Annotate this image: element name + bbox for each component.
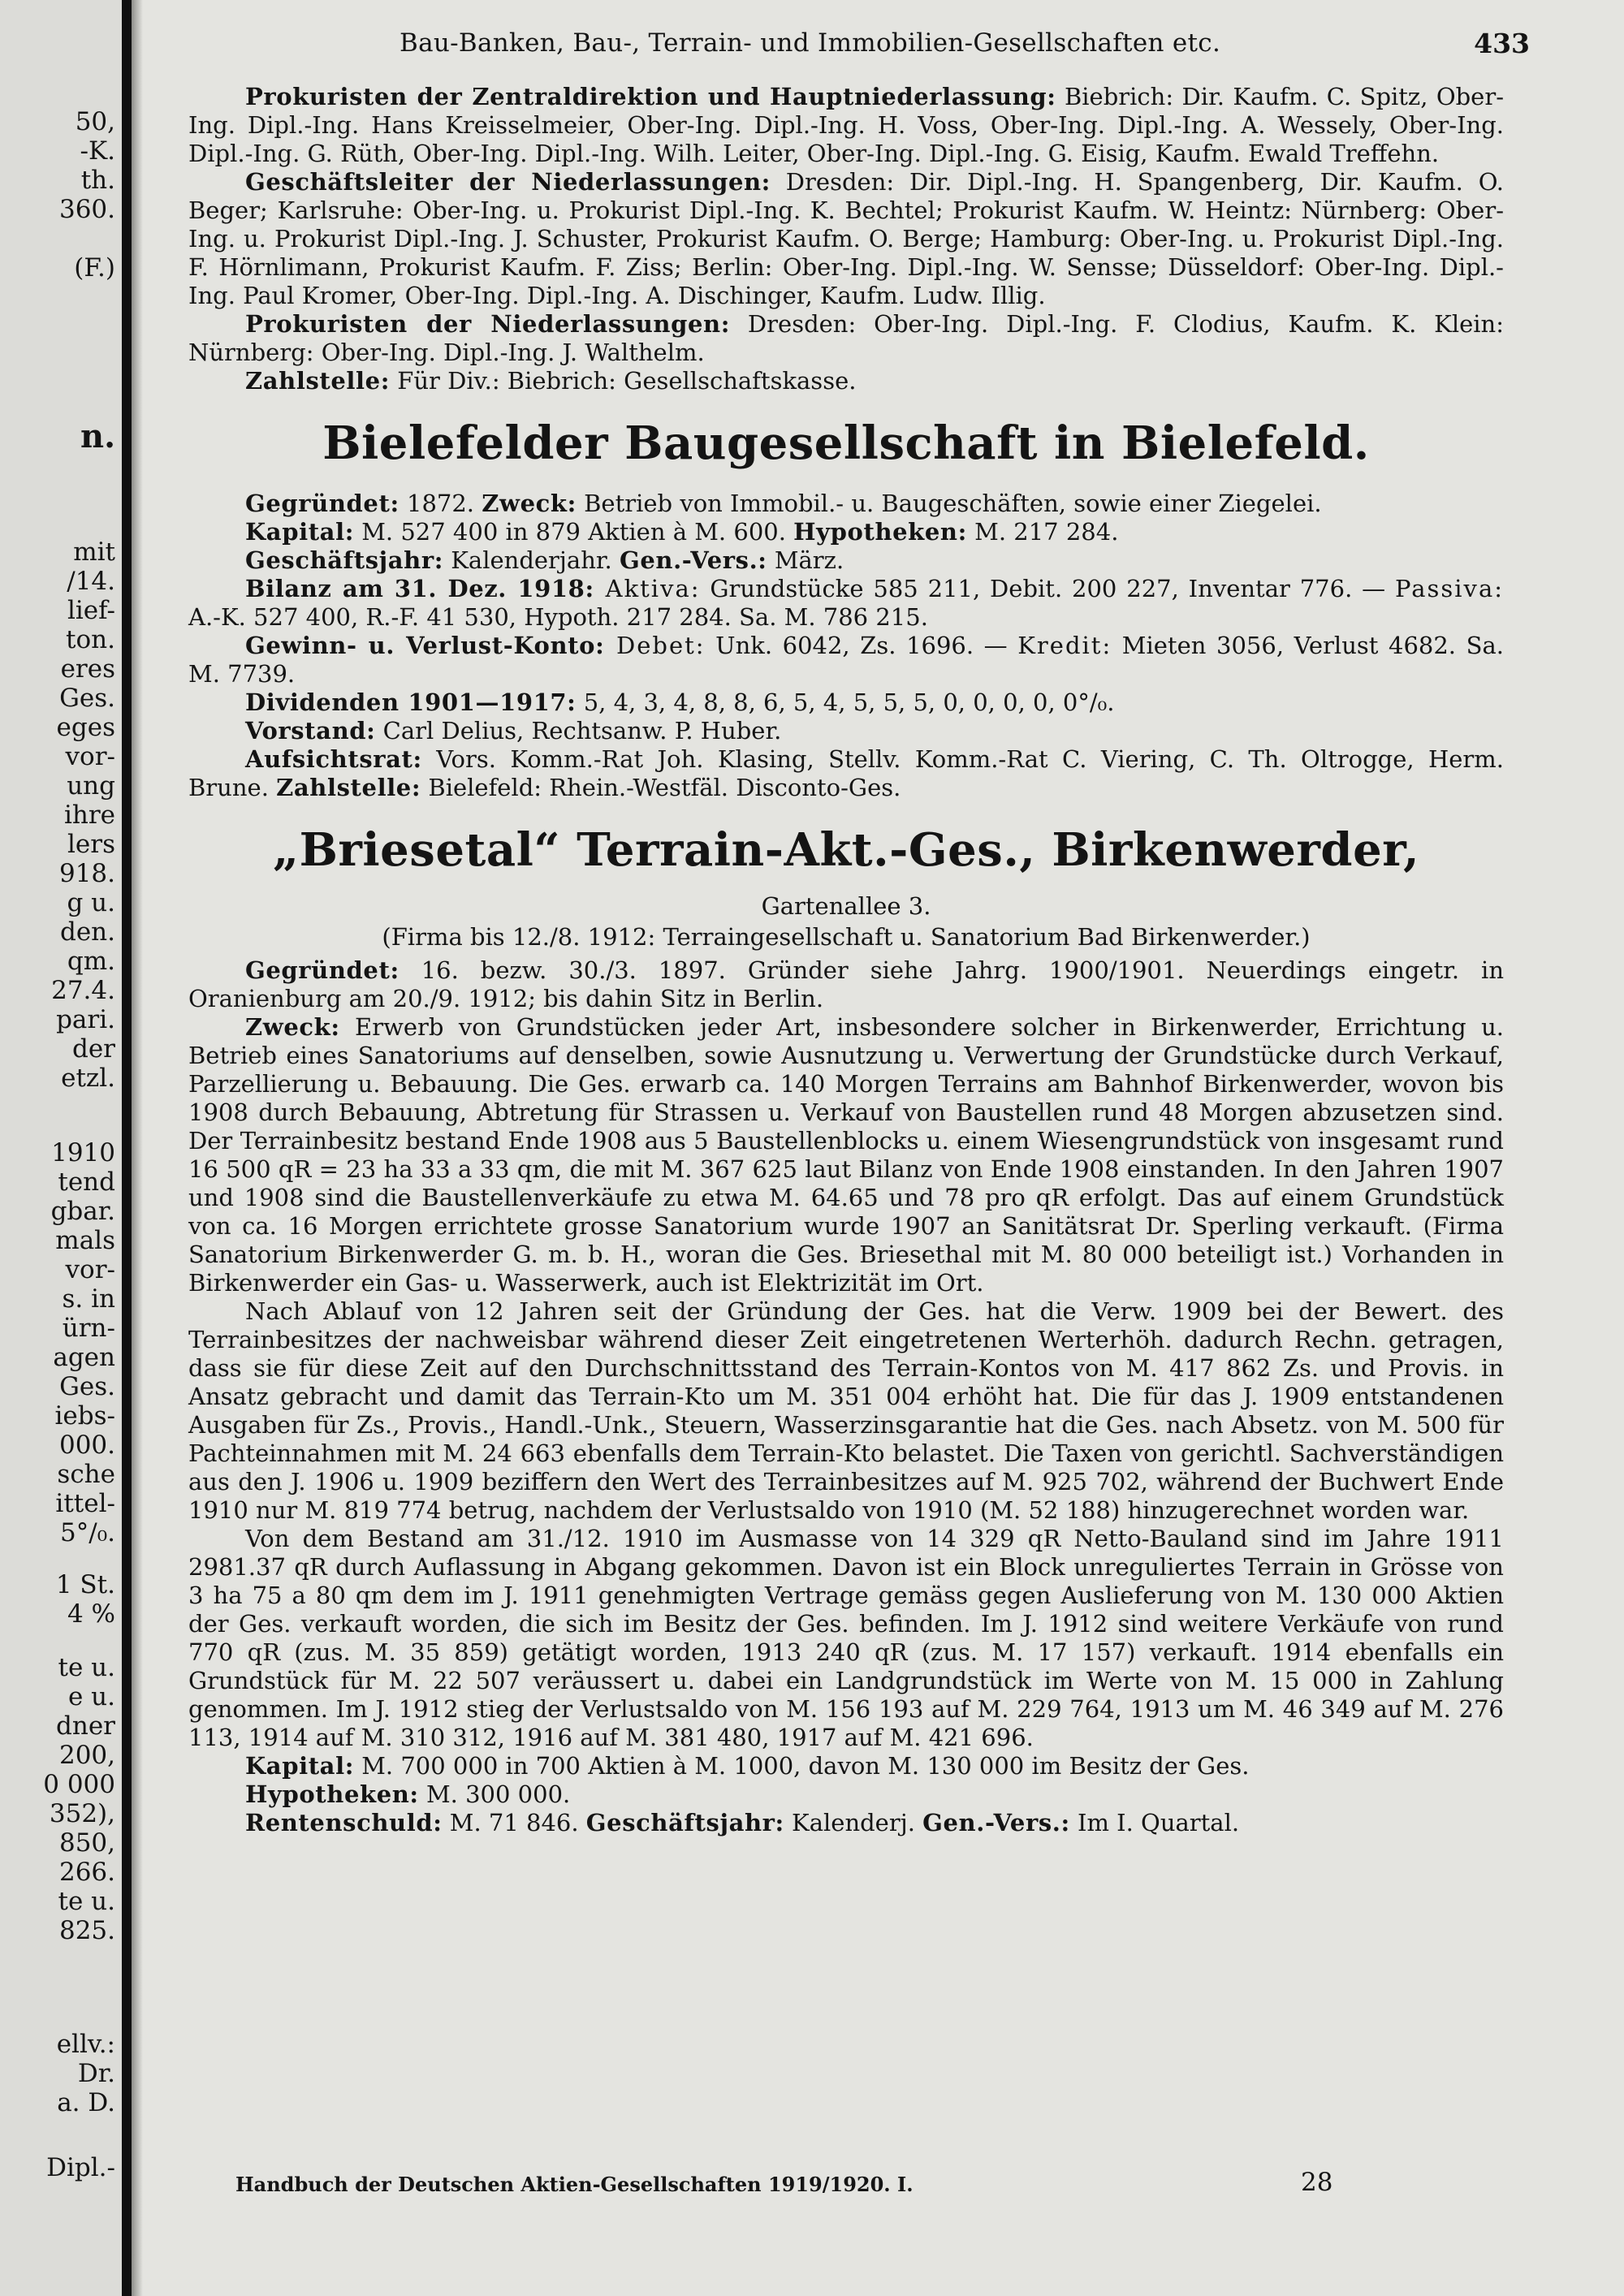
adjacent-text-fragment: 27.4.: [51, 976, 115, 1005]
aktiva-label: Aktiva:: [594, 575, 701, 602]
kredit-label: Kredit:: [1017, 632, 1112, 659]
text: Biebrich: Dir. Kaufm. C. Spitz, Ober-Ing. Dipl.-Ing. Hans Kreisselmeier, Ober-Ing. Dipl.-Ing. H. Voss, Ober-Ing. Dipl.-Ing. A. Wessely, Ober-Ing. Dipl.-Ing. G. Rüth, Ober-Ing. Dipl.-Ing. Wilh. Leiter, Ober-Ing. Dipl.-Ing. G. Eisig, Kaufm. Ewald Treffehn.: [188, 83, 1504, 167]
adjacent-text-fragment: th.: [80, 166, 115, 195]
label: Zweck:: [482, 490, 577, 517]
adjacent-text-fragment: vor-: [65, 1255, 115, 1284]
adjacent-text-fragment: n.: [80, 417, 115, 455]
adjacent-text-fragment: pari.: [56, 1005, 115, 1034]
footer-signature-number: 28: [1301, 2168, 1333, 2197]
adjacent-text-fragment: (F.): [74, 253, 115, 283]
text: M. 527 400 in 879 Aktien à M. 600.: [354, 518, 794, 546]
adjacent-text-fragment: a. D.: [57, 2088, 115, 2117]
adjacent-text-fragment: 5°/₀.: [60, 1518, 115, 1547]
adjacent-text-fragment: ung: [67, 771, 115, 801]
label: Zahlstelle:: [276, 774, 421, 801]
kapital: [188, 1752, 1504, 1780]
gutter-shadow: [132, 0, 143, 2296]
adjacent-text-fragment: 918.: [58, 859, 115, 888]
text: M. 300 000.: [418, 1780, 571, 1808]
label: Rentenschuld:: [245, 1809, 443, 1836]
adjacent-text-fragment: 50,: [75, 107, 115, 136]
adjacent-text-fragment: mit: [73, 537, 115, 567]
company-heading-bielefeld: Bielefelder Baugesellschaft in Bielefeld.: [322, 416, 1370, 470]
label: Hypotheken:: [793, 518, 967, 546]
prokuristen-niederlassungen: [188, 310, 1504, 367]
label: Geschäftsleiter der Niederlassungen:: [245, 168, 771, 196]
zahlstelle: [188, 367, 1504, 395]
running-head-title: Bau-Banken, Bau-, Terrain- und Immobilien-Gesellschaften etc.: [400, 28, 1221, 58]
adjacent-text-fragment: etzl.: [61, 1064, 115, 1093]
text: 16. bezw. 30./3. 1897. Gründer siehe Jahrg. 1900/1901. Neuerdings eingetr. in Oranienburg am 20./9. 1912; bis dahin Sitz in Berlin.: [188, 956, 1504, 1012]
text: M. 217 284.: [966, 518, 1119, 546]
adjacent-text-fragment: ittel-: [55, 1489, 115, 1518]
bestand-paragraph: Von dem Bestand am 31./12. 1910 im Ausmasse von 14 329 qR Netto-Bauland sind im Jahre 1911 2981.37 qR durch Auflassung in Abgang gekommen. Davon ist ein Block unreguliertes Terrain in Grösse von 3 ha 75 a 80 qm dem im J. 1911 genehmigten Vertrage gemäss gegen Auslieferung von M. 130 000 Aktien der Ges. verkauft worden, die sich im Besitz der Ges. befinden. Im J. 1912 sind weitere Verkäufe von rund 770 qR (zus. M. 35 859) getätigt worden, 1913 240 qR (zus. M. 17 157) verkauft. 1914 ebenfalls ein Grundstück für M. 22 507 veräussert u. dabei ein Landgrundstück im Werte von M. 15 000 in Zahlung genommen. Im J. 1912 stieg der Verlustsaldo von M. 156 193 auf M. 229 764, 1913 um M. 46 349 auf M. 276 113, 1914 auf M. 310 312, 1916 auf M. 381 480, 1917 auf M. 421 696.: [188, 1525, 1504, 1751]
section-briesetal: [188, 956, 1504, 1837]
adjacent-text-fragment: den.: [59, 917, 115, 947]
bewertung-paragraph: Nach Ablauf von 12 Jahren seit der Gründung der Ges. hat die Verw. 1909 bei der Bewert. des Terrainbesitzes der nachweisbar während dieser Zeit eingetretenen Werterhöh. dadurch Rechn. getragen, dass sie für diese Zeit auf den Durchschnittsstand des Terrain-Kontos von M. 417 862 Zs. und Provis. in Ansatz gebracht und damit das Terrain-Kto um M. 351 004 erhöht hat. Die für das J. 1909 entstandenen Ausgaben für Zs., Provis., Handl.-Unk., Steuern, Wasserzinsgarantie hat die Ges. nach Absetz. von M. 500 für Pachteinnahmen mit M. 24 663 ebenfalls dem Terrain-Kto belastet. Die Taxen von gerichtl. Sachverständigen aus den J. 1906 u. 1909 beziffern den Wert des Terrainbesitzes auf M. 925 702, während der Buchwert Ende 1910 nur M. 819 774 betrug, nachdem der Verlustsaldo von 1910 (M. 52 188) hinzugerechnet worden war.: [188, 1297, 1504, 1524]
footer-source: Handbuch der Deutschen Aktien-Gesellschaften 1919/1920. I.: [235, 2173, 914, 2196]
adjacent-text-fragment: Dipl.-: [46, 2153, 115, 2182]
text: A.-K. 527 400, R.-F. 41 530, Hypoth. 217 284. Sa. M. 786 215.: [188, 603, 928, 631]
vorstand: [188, 717, 1504, 745]
text: Dresden: Dir. Dipl.-Ing. H. Spangenberg, Dir. Kaufm. O. Beger; Karlsruhe: Ober-Ing. u. Prokurist Dipl.-Ing. K. Bechtel; Prokurist Kaufm. W. Heintz: Nürnberg: Ober-Ing. u. Prokurist Dipl.-Ing. J. Schuster, Prokurist Kaufm. O. Berge; Hamburg: Ober-Ing. u. Prokurist Dipl.-Ing. F. Hörnlimann, Prokurist Kaufm. F. Ziss; Berlin: Ober-Ing. Dipl.-Ing. W. Sensse; Düsseldorf: Ober-Ing. Dipl.-Ing. Paul Kromer, Ober-Ing. Dipl.-Ing. A. Dischinger, Kaufm. Ludw. Illig.: [188, 168, 1504, 309]
adjacent-text-fragment: ellv.:: [56, 2030, 115, 2059]
page-footer: [235, 2168, 1453, 2205]
label: Bilanz am 31. Dez. 1918:: [245, 575, 594, 602]
text: Unk. 6042, Zs. 1696. —: [705, 632, 1018, 659]
gegruendet: [188, 956, 1504, 1013]
adjacent-text-fragment: qm.: [67, 947, 115, 976]
adjacent-text-fragment: der: [71, 1034, 115, 1064]
label: Prokuristen der Zentraldirektion und Hauptniederlassung:: [245, 83, 1056, 110]
adjacent-text-fragment: lers: [67, 830, 115, 859]
adjacent-text-fragment: 1910: [51, 1138, 115, 1167]
text: M. 71 846.: [442, 1809, 586, 1836]
adjacent-text-fragment: 1 St.: [55, 1570, 115, 1599]
rentenschuld: [188, 1809, 1504, 1837]
page-number: 433: [1474, 28, 1530, 59]
label: Kapital:: [245, 1752, 354, 1780]
adjacent-text-fragment: Dr.: [77, 2059, 115, 2088]
text: Erwerb von Grundstücken jeder Art, insbesondere solcher in Birkenwerder, Errichtung u. Betrieb eines Sanatoriums auf denselben, sowie Ausnutzung u. Verwertung der Grundstücke durch Verkauf, Parzellierung u. Bebauung. Die Ges. erwarb ca. 140 Morgen Terrains am Bahnhof Birkenwerder, wovon bis 1908 durch Bebauung, Abtretung für Strassen u. Verkauf von Baustellen rund 48 Morgen abzusetzen sind. Der Terrainbesitz bestand Ende 1908 aus 5 Baustellenblocks u. einem Wiesengrundstück von insgesamt rund 16 500 qR = 23 ha 33 a 33 qm, die mit M. 367 625 laut Bilanz von Ende 1908 einstanden. In den Jahren 1907 und 1908 sind die Baustellenverkäufe zu etwa M. 64.65 und 78 pro qR erfolgt. Das auf einem Grundstück von ca. 16 Morgen errichtete grosse Sanatorium wurde 1907 an Sanitätsrat Dr. Sperling verkauft. (Firma Sanatorium Birkenwerder G. m. b. H., woran die Ges. Briesethal mit M. 80 000 beteiligt ist.) Vorhanden in Birkenwerder ein Gas- u. Wasserwerk, auch ist Elektrizität im Ort.: [188, 1013, 1504, 1297]
adjacent-text-fragment: 266.: [58, 1858, 115, 1887]
adjacent-text-fragment: mals: [55, 1226, 115, 1255]
adjacent-text-fragment: Ges.: [59, 684, 115, 713]
adjacent-text-fragment: eres: [60, 654, 115, 684]
label: Geschäftsjahr:: [585, 1809, 784, 1836]
dividenden: [188, 688, 1504, 717]
text: Für Div.: Biebrich: Gesellschaftskasse.: [390, 367, 857, 395]
adjacent-text-fragment: dner: [56, 1711, 115, 1741]
adjacent-text-fragment: ihre: [63, 801, 115, 830]
zweck: [188, 1013, 1504, 1297]
adjacent-text-fragment: gbar.: [50, 1197, 115, 1226]
text: 1872.: [399, 490, 482, 517]
label: Hypotheken:: [245, 1780, 419, 1808]
text: Dresden: Ober-Ing. Dipl.-Ing. F. Clodius, Kaufm. K. Klein: Nürnberg: Ober-Ing. Dipl.-Ing. J. Walthelm.: [188, 310, 1504, 366]
text: Betrieb von Immobil.- u. Baugeschäften, sowie einer Ziegelei.: [576, 490, 1322, 517]
text: Kalenderj.: [784, 1809, 923, 1836]
adjacent-text-fragment: sche: [57, 1460, 115, 1489]
passiva-label: Passiva:: [1395, 575, 1504, 602]
text: 5, 4, 3, 4, 8, 8, 6, 5, 4, 5, 5, 5, 0, 0, 0, 0, 0°/₀.: [576, 688, 1115, 716]
adjacent-text-fragment: 0 000: [43, 1770, 115, 1799]
text: Carl Delius, Rechtsanw. P. Huber.: [375, 717, 782, 744]
adjacent-text-fragment: 200,: [58, 1741, 115, 1770]
text: Vors. Komm.-Rat Joh. Klasing, Stellv. Komm.-Rat C. Viering, C. Th. Oltrogge, Herm. Brune.: [188, 745, 1504, 801]
label: Gegründet:: [245, 490, 400, 517]
adjacent-text-fragment: g u.: [67, 888, 115, 917]
label: Kapital:: [245, 518, 354, 546]
label: Prokuristen der Niederlassungen:: [245, 310, 731, 338]
page-content: [188, 24, 1530, 2273]
text: Im I. Quartal.: [1069, 1809, 1240, 1836]
book-gutter: [122, 0, 132, 2296]
gegruendet-zweck: [188, 490, 1504, 518]
label: Gewinn- u. Verlust-Konto:: [245, 632, 605, 659]
section-bielefeld: [188, 490, 1504, 802]
aufsichtsrat: [188, 745, 1504, 802]
gewinn-verlust: [188, 632, 1504, 688]
debet-label: Debet:: [604, 632, 706, 659]
adjacent-text-fragment: te u.: [58, 1887, 115, 1916]
geschaeftsjahr: [188, 546, 1504, 575]
label: Aufsichtsrat:: [245, 745, 422, 773]
text: Bielefeld: Rhein.-Westfäl. Disconto-Ges.: [421, 774, 901, 801]
adjacent-text-fragment: eges: [56, 713, 115, 742]
adjacent-text-fragment: Ges.: [59, 1372, 115, 1401]
adjacent-text-fragment: agen: [53, 1343, 115, 1372]
adjacent-text-fragment: 4 %: [67, 1599, 115, 1629]
adjacent-text-fragment: te u.: [58, 1653, 115, 1682]
adjacent-text-fragment: 850,: [58, 1828, 115, 1858]
adjacent-text-fragment: 360.: [58, 195, 115, 224]
company-address: Gartenallee 3.: [761, 892, 931, 920]
adjacent-text-fragment: ton.: [66, 625, 115, 654]
text: März.: [767, 546, 844, 574]
geschaeftsleiter: [188, 168, 1504, 310]
adjacent-text-fragment: 825.: [58, 1916, 115, 1945]
prokuristen-zentral: [188, 83, 1504, 168]
text: M. 700 000 in 700 Aktien à M. 1000, davon M. 130 000 im Besitz der Ges.: [354, 1752, 1250, 1780]
hypotheken: [188, 1780, 1504, 1809]
label: Gen.-Vers.:: [619, 546, 767, 574]
text: Grundstücke 585 211, Debit. 200 227, Inventar 776. —: [700, 575, 1396, 602]
adjacent-text-fragment: 000.: [58, 1431, 115, 1460]
bilanz: [188, 575, 1504, 632]
label: Gegründet:: [245, 956, 400, 984]
adjacent-text-fragment: s. in: [62, 1284, 115, 1314]
label: Zahlstelle:: [245, 367, 391, 395]
kapital-hypotheken: [188, 518, 1504, 546]
label: Dividenden 1901—1917:: [245, 688, 577, 716]
label: Zweck:: [245, 1013, 340, 1041]
label: Gen.-Vers.:: [922, 1809, 1070, 1836]
adjacent-text-fragment: -K.: [80, 136, 115, 166]
adjacent-text-fragment: ürn-: [62, 1314, 115, 1343]
adjacent-text-fragment: 352),: [49, 1799, 115, 1828]
text: Mieten 3056, Verlust 4682. Sa. M. 7739.: [188, 632, 1504, 688]
adjacent-text-fragment: tend: [58, 1167, 115, 1197]
adjacent-text-fragment: e u.: [67, 1682, 115, 1711]
running-head: [188, 24, 1530, 60]
label: Geschäftsjahr:: [245, 546, 444, 574]
company-heading-briesetal: „Briesetal“ Terrain-Akt.-Ges., Birkenwerder,: [272, 823, 1420, 877]
former-firm-name: (Firma bis 12./8. 1912: Terraingesellschaft u. Sanatorium Bad Birkenwerder.): [382, 923, 1311, 951]
adjacent-page-strip: [0, 0, 122, 2296]
adjacent-text-fragment: lief-: [67, 596, 115, 625]
section-prior-company: [188, 83, 1504, 395]
text: Kalenderjahr.: [443, 546, 620, 574]
label: Vorstand:: [245, 717, 376, 744]
adjacent-text-fragment: vor-: [65, 742, 115, 771]
adjacent-text-fragment: iebs-: [54, 1401, 115, 1431]
adjacent-text-fragment: /14.: [67, 567, 115, 596]
